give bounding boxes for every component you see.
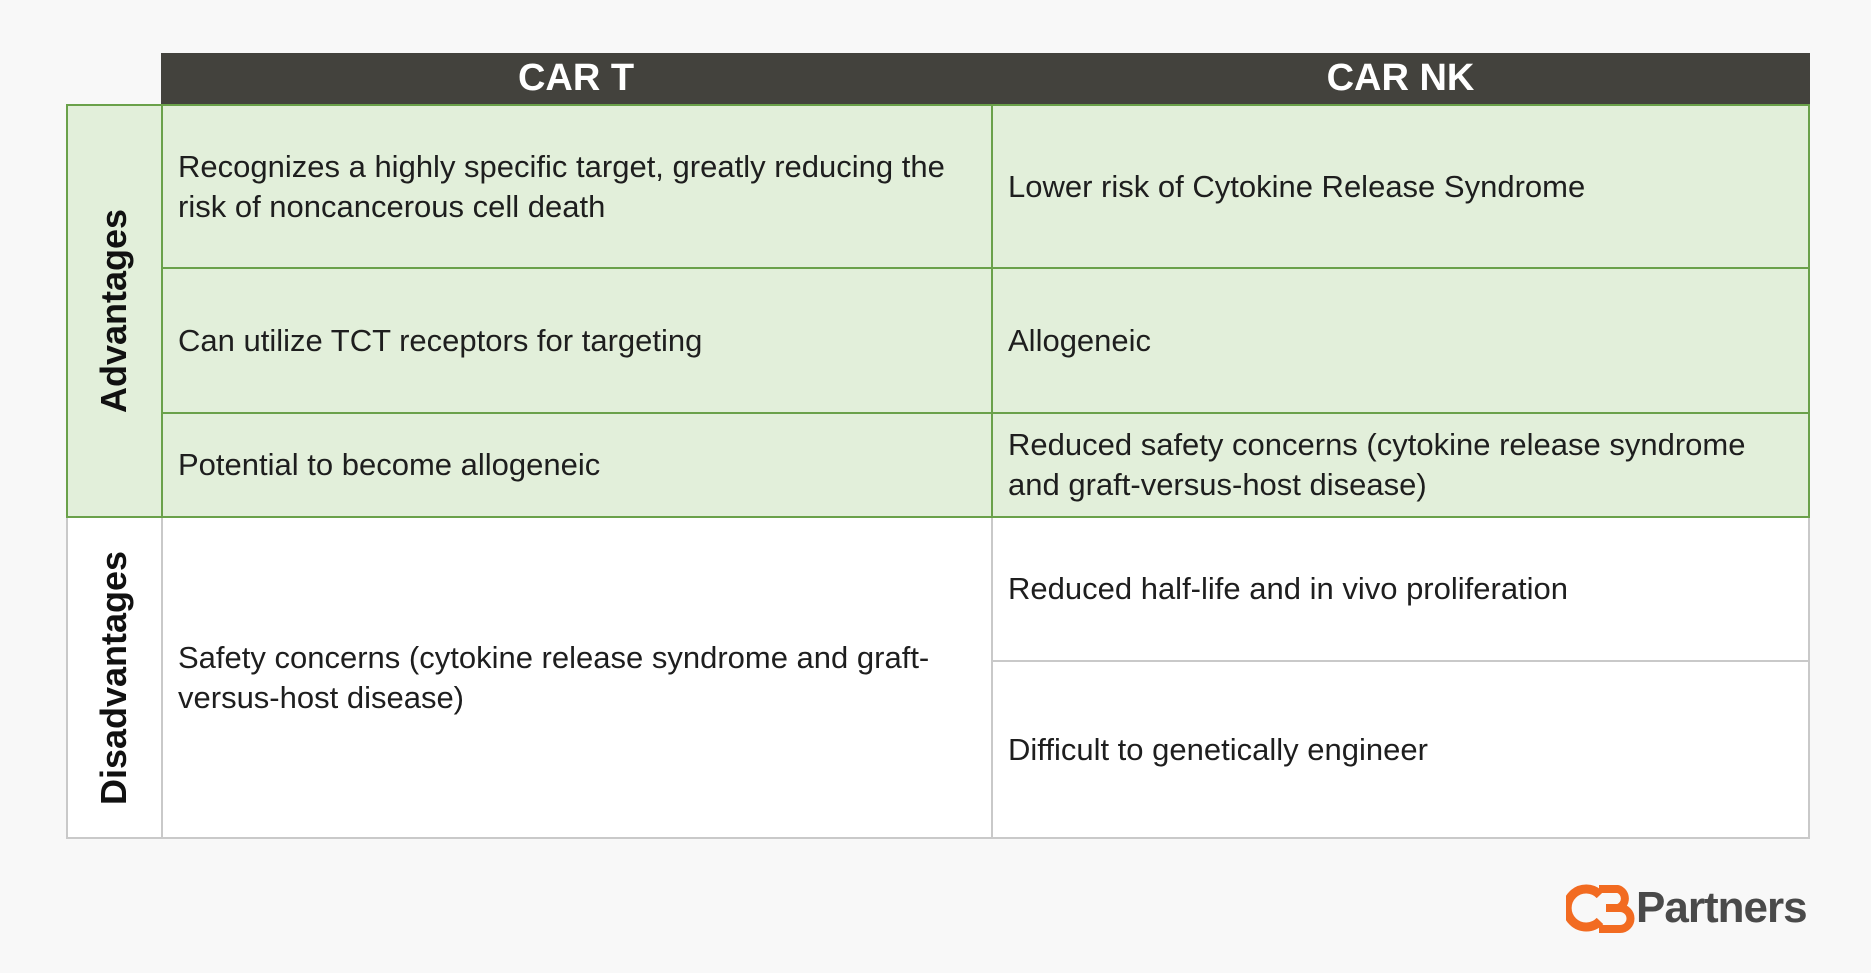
disadvantages-car-t-cell: Safety concerns (cytokine release syndrome and graft-versus-host disease) [178, 639, 930, 715]
disadvantages-row-label [68, 518, 161, 837]
advantages-car-nk-cell-1: Lower risk of Cytokine Release Syndrome [1008, 168, 1586, 204]
disadvantages-section [66, 518, 1810, 839]
disadvantages-label-text: Disadvantages [93, 550, 135, 805]
advantages-label-text: Advantages [93, 208, 135, 414]
advantages-section [66, 104, 1810, 518]
advantages-car-t-cell-1: Recognizes a highly specific target, greatly reducing the risk of noncancerous cell death [178, 148, 945, 224]
advantages-car-t-cell-2: Can utilize TCT receptors for targeting [178, 322, 703, 358]
column-header-car-nk: CAR NK [1326, 57, 1475, 99]
advantages-row-label [68, 106, 161, 516]
cb-logo-mark-icon [1566, 883, 1638, 933]
table-header [161, 53, 1810, 104]
advantages-car-nk-cell-3: Reduced safety concerns (cytokine release syndrome and graft-versus-host disease) [1008, 427, 1746, 502]
column-header-car-t: CAR T [517, 57, 635, 99]
advantages-car-nk-cell-2: Allogeneic [1008, 322, 1152, 358]
advantages-car-t-cell-3: Potential to become allogeneic [178, 447, 601, 482]
disadvantages-car-nk-cell-2: Difficult to genetically engineer [1008, 731, 1428, 767]
disadvantages-car-nk-cell-1: Reduced half-life and in vivo proliferation [1008, 571, 1569, 606]
logo-text: Partners [1636, 883, 1807, 932]
cbpartners-logo [1566, 882, 1807, 934]
